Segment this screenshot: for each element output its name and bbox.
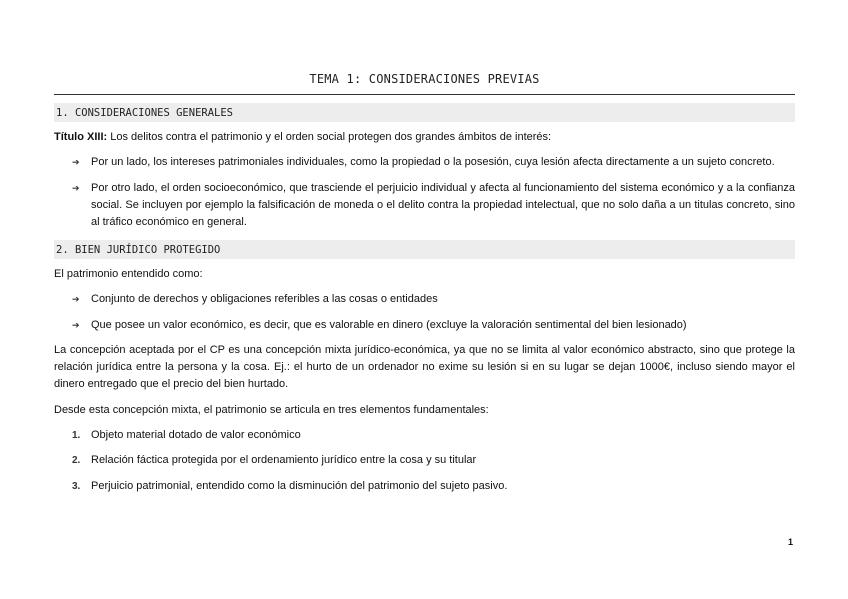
list-item: [72, 180, 795, 231]
section2-paragraph: La concepción aceptada por el CP es una concepción mixta jurídico-económica, ya que no se limita al valor económico abstracto, sino que protege la relación jurídica entre la persona y la cosa. Ej.: el hurto de un ordenador no exime su lesión si en su lugar se dejan 1000€, incluso siendo mayor el dinero entregado que el precio del bien hurtado.: [54, 344, 795, 390]
arrow-bullet-icon: ➔: [72, 320, 80, 330]
list-item: [72, 154, 795, 171]
arrow-bullet-icon: ➔: [72, 157, 80, 167]
section2-intro: El patrimonio entendido como:: [54, 268, 203, 280]
list-item-text: Por otro lado, el orden socioeconómico, que trasciende el perjuicio individual y afecta al funcionamiento del sistema económico y a la confianza social. Se incluyen por ejemplo la falsificación de moneda o el delito contra la propiedad intelectual, que no solo daña a un titulas concreto, sino al tráfico económico en general.: [91, 182, 795, 228]
section-heading-1: [54, 103, 795, 122]
title-divider: [54, 94, 795, 95]
arrow-bullet-icon: ➔: [72, 294, 80, 304]
list-item-text: Que posee un valor económico, es decir, que es valorable en dinero (excluye la valoración sentimental del bien lesionado): [91, 319, 687, 331]
section-heading-1-label: 1. CONSIDERACIONES GENERALES: [56, 106, 234, 119]
list-item: [72, 291, 795, 308]
section1-intro: [54, 129, 795, 146]
item-number: 1.: [72, 430, 81, 441]
item-number: 2.: [72, 455, 81, 466]
numbered-item-text: Objeto material dotado de valor económico: [91, 429, 301, 441]
section1-intro-text: Los delitos contra el patrimonio y el orden social protegen dos grandes ámbitos de interés:: [107, 131, 552, 143]
page-number: 1: [788, 537, 794, 547]
section-heading-2-label: 2. BIEN JURÍDICO PROTEGIDO: [56, 243, 221, 256]
document-page: [54, 0, 795, 599]
item-number: 3.: [72, 481, 81, 492]
numbered-item: [72, 452, 795, 469]
numbered-item: [72, 427, 795, 444]
list-item-text: Conjunto de derechos y obligaciones referibles a las cosas o entidades: [91, 293, 438, 305]
numbered-item-text: Perjuicio patrimonial, entendido como la disminución del patrimonio del sujeto pasivo.: [91, 480, 508, 492]
section2-list-intro: Desde esta concepción mixta, el patrimonio se articula en tres elementos fundamentales:: [54, 404, 489, 416]
arrow-bullet-icon: ➔: [72, 183, 80, 193]
list-item: [72, 317, 795, 334]
numbered-item: [72, 478, 795, 495]
list-item-text: Por un lado, los intereses patrimoniales individuales, como la propiedad o la posesión, cuya lesión afecta directamente a un sujeto concreto.: [91, 156, 775, 168]
page-title: TEMA 1: CONSIDERACIONES PREVIAS: [309, 72, 540, 86]
section1-intro-bold: Título XIII:: [54, 131, 108, 143]
numbered-item-text: Relación fáctica protegida por el ordenamiento jurídico entre la cosa y su titular: [91, 454, 477, 466]
section-heading-2: [54, 240, 795, 259]
